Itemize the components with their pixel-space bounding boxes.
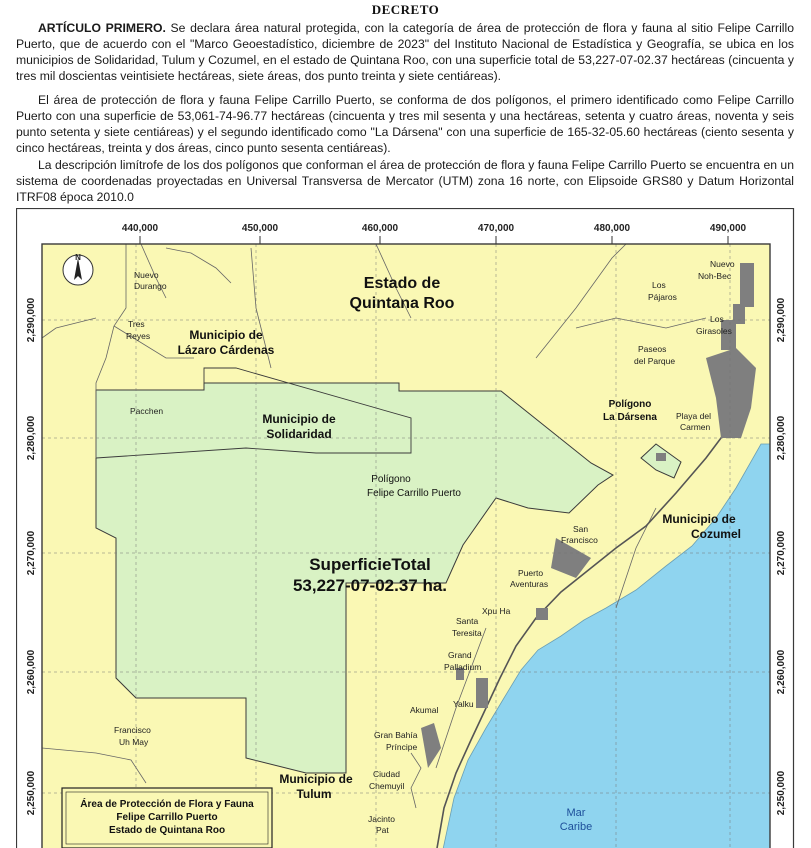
town-label: Los	[652, 280, 666, 290]
easting-label: 450,000	[242, 223, 279, 234]
town-label: Nuevo	[134, 270, 159, 280]
town-label: Santa	[456, 616, 478, 626]
town-label: Príncipe	[386, 742, 417, 752]
town-label: Durango	[134, 281, 167, 291]
solidaridad-label-2: Solidaridad	[266, 427, 331, 441]
northing-label: 2,250,000	[26, 770, 37, 815]
state-label-line1: Estado de	[364, 275, 441, 292]
lazaro-label-1: Municipio de	[189, 328, 263, 342]
town-label: del Parque	[634, 356, 675, 366]
town-label: Puerto	[518, 568, 543, 578]
sea-label-2: Caribe	[560, 821, 592, 833]
fcp-label-2: Felipe Carrillo Puerto	[367, 488, 461, 499]
state-label-line2: Quintana Roo	[350, 295, 455, 312]
northing-label: 2,290,000	[26, 297, 37, 342]
fcp-label-1: Polígono	[371, 474, 411, 485]
easting-label: 440,000	[122, 223, 159, 234]
northing-label: 2,280,000	[776, 415, 787, 460]
town-label: Reyes	[126, 331, 150, 341]
town-label: Teresita	[452, 628, 482, 638]
town-label: Francisco	[561, 535, 598, 545]
lazaro-label-2: Lázaro Cárdenas	[178, 343, 275, 357]
town-label: Palladium	[444, 662, 481, 672]
article-text: Se declara área natural protegida, con la categoría de área de protección de flora y fauna al sitio Felipe Carrillo Puerto, que de acuerdo con el "Marco Geoestadístico, diciembre de 2023" del Instituto Nacional de Estadística y Geografía, se ubica en los municipios de Solidaridad, Tulum y Cozumel, en el estado de Quintana Roo, con una superficie total de 53,227-07-02.37 hectáreas (cincuenta y tres mil doscientas veintisiete hectáreas, siete áreas, dos punto treinta y siete centiáreas).	[16, 21, 794, 83]
northing-label: 2,270,000	[26, 530, 37, 575]
sea-label-1: Mar	[567, 807, 586, 819]
town-label: Ciudad	[373, 769, 400, 779]
town-label: Gran Bahía	[374, 730, 418, 740]
north-arrow-label: N	[75, 253, 81, 262]
tulum-label-1: Municipio de	[279, 772, 353, 786]
polygons-paragraph: El área de protección de flora y fauna Felipe Carrillo Puerto, se conforma de dos polígonos, el primero identificado como Felipe Carrillo Puerto con una superficie de 53,061-74-96.77 hectáreas (cincuenta y tres mil sesenta y una hectáreas, setenta y cuatro áreas, noventa y seis punto setenta y siete centiáreas) y el segundo identificado como "La Dársena" con una superficie de 165-32-05.60 hectáreas (ciento sesenta y cinco hectáreas, treinta y dos áreas, cinco punto sesenta centiáreas).	[16, 92, 794, 156]
document-heading: DECRETO	[0, 2, 811, 18]
solidaridad-label-1: Municipio de	[262, 412, 336, 426]
article-paragraph	[16, 20, 794, 84]
town-label: Uh May	[119, 737, 149, 747]
total-value: 53,227-07-02.37 ha.	[293, 576, 447, 595]
town-label: Pájaros	[648, 292, 677, 302]
town-label: Playa del	[676, 411, 711, 421]
northing-label: 2,280,000	[26, 415, 37, 460]
town-label: Los	[710, 314, 724, 324]
northing-label: 2,290,000	[776, 297, 787, 342]
town-label: Jacinto	[368, 814, 395, 824]
tulum-label-2: Tulum	[296, 787, 331, 801]
cozumel-label-2: Cozumel	[691, 527, 741, 541]
easting-label: 490,000	[710, 223, 747, 234]
easting-label: 460,000	[362, 223, 399, 234]
easting-label: 480,000	[594, 223, 631, 234]
town-label: Grand	[448, 650, 472, 660]
town-label: Noh-Bec	[698, 271, 732, 281]
cozumel-label-1: Municipio de	[662, 512, 736, 526]
northing-label: 2,260,000	[776, 649, 787, 694]
town-label: Nuevo	[710, 259, 735, 269]
town-label: Xpu Ha	[482, 606, 511, 616]
easting-label: 470,000	[478, 223, 515, 234]
town-label: San	[573, 524, 588, 534]
map-legend	[62, 788, 272, 848]
coordinates-paragraph: La descripción limítrofe de los dos polígonos que conforman el área de protección de flora y fauna Felipe Carrillo Puerto se encuentra en un sistema de coordenadas proyectadas en Universal Transversa de Mercator (UTM) zona 16 norte, con Elipsoide GRS80 y Datum Horizontal ITRF08 época 2010.0	[16, 157, 794, 205]
northing-label: 2,270,000	[776, 530, 787, 575]
town-label: Tres	[128, 319, 145, 329]
northing-label: 2,250,000	[776, 770, 787, 815]
town-label: Pat	[376, 825, 389, 835]
darsena-label-2: La Dársena	[603, 412, 657, 423]
town-label: Aventuras	[510, 579, 548, 589]
town-label: Girasoles	[696, 326, 732, 336]
legend-line-2: Felipe Carrillo Puerto	[116, 812, 217, 823]
town-label: Paseos	[638, 344, 666, 354]
town-label: Yalku	[453, 699, 474, 709]
town-label: Carmen	[680, 422, 711, 432]
northing-label: 2,260,000	[26, 649, 37, 694]
location-map	[16, 208, 795, 848]
total-label: SuperficieTotal	[309, 555, 431, 574]
legend-line-1: Área de Protección de Flora y Fauna	[80, 797, 254, 810]
town-label: Francisco	[114, 725, 151, 735]
darsena-label-1: Polígono	[609, 399, 652, 410]
legend-line-3: Estado de Quintana Roo	[109, 825, 225, 836]
town-label: Pacchen	[130, 406, 163, 416]
article-lead: ARTÍCULO PRIMERO.	[38, 21, 166, 35]
town-label: Akumal	[410, 705, 438, 715]
town-label: Chemuyil	[369, 781, 405, 791]
